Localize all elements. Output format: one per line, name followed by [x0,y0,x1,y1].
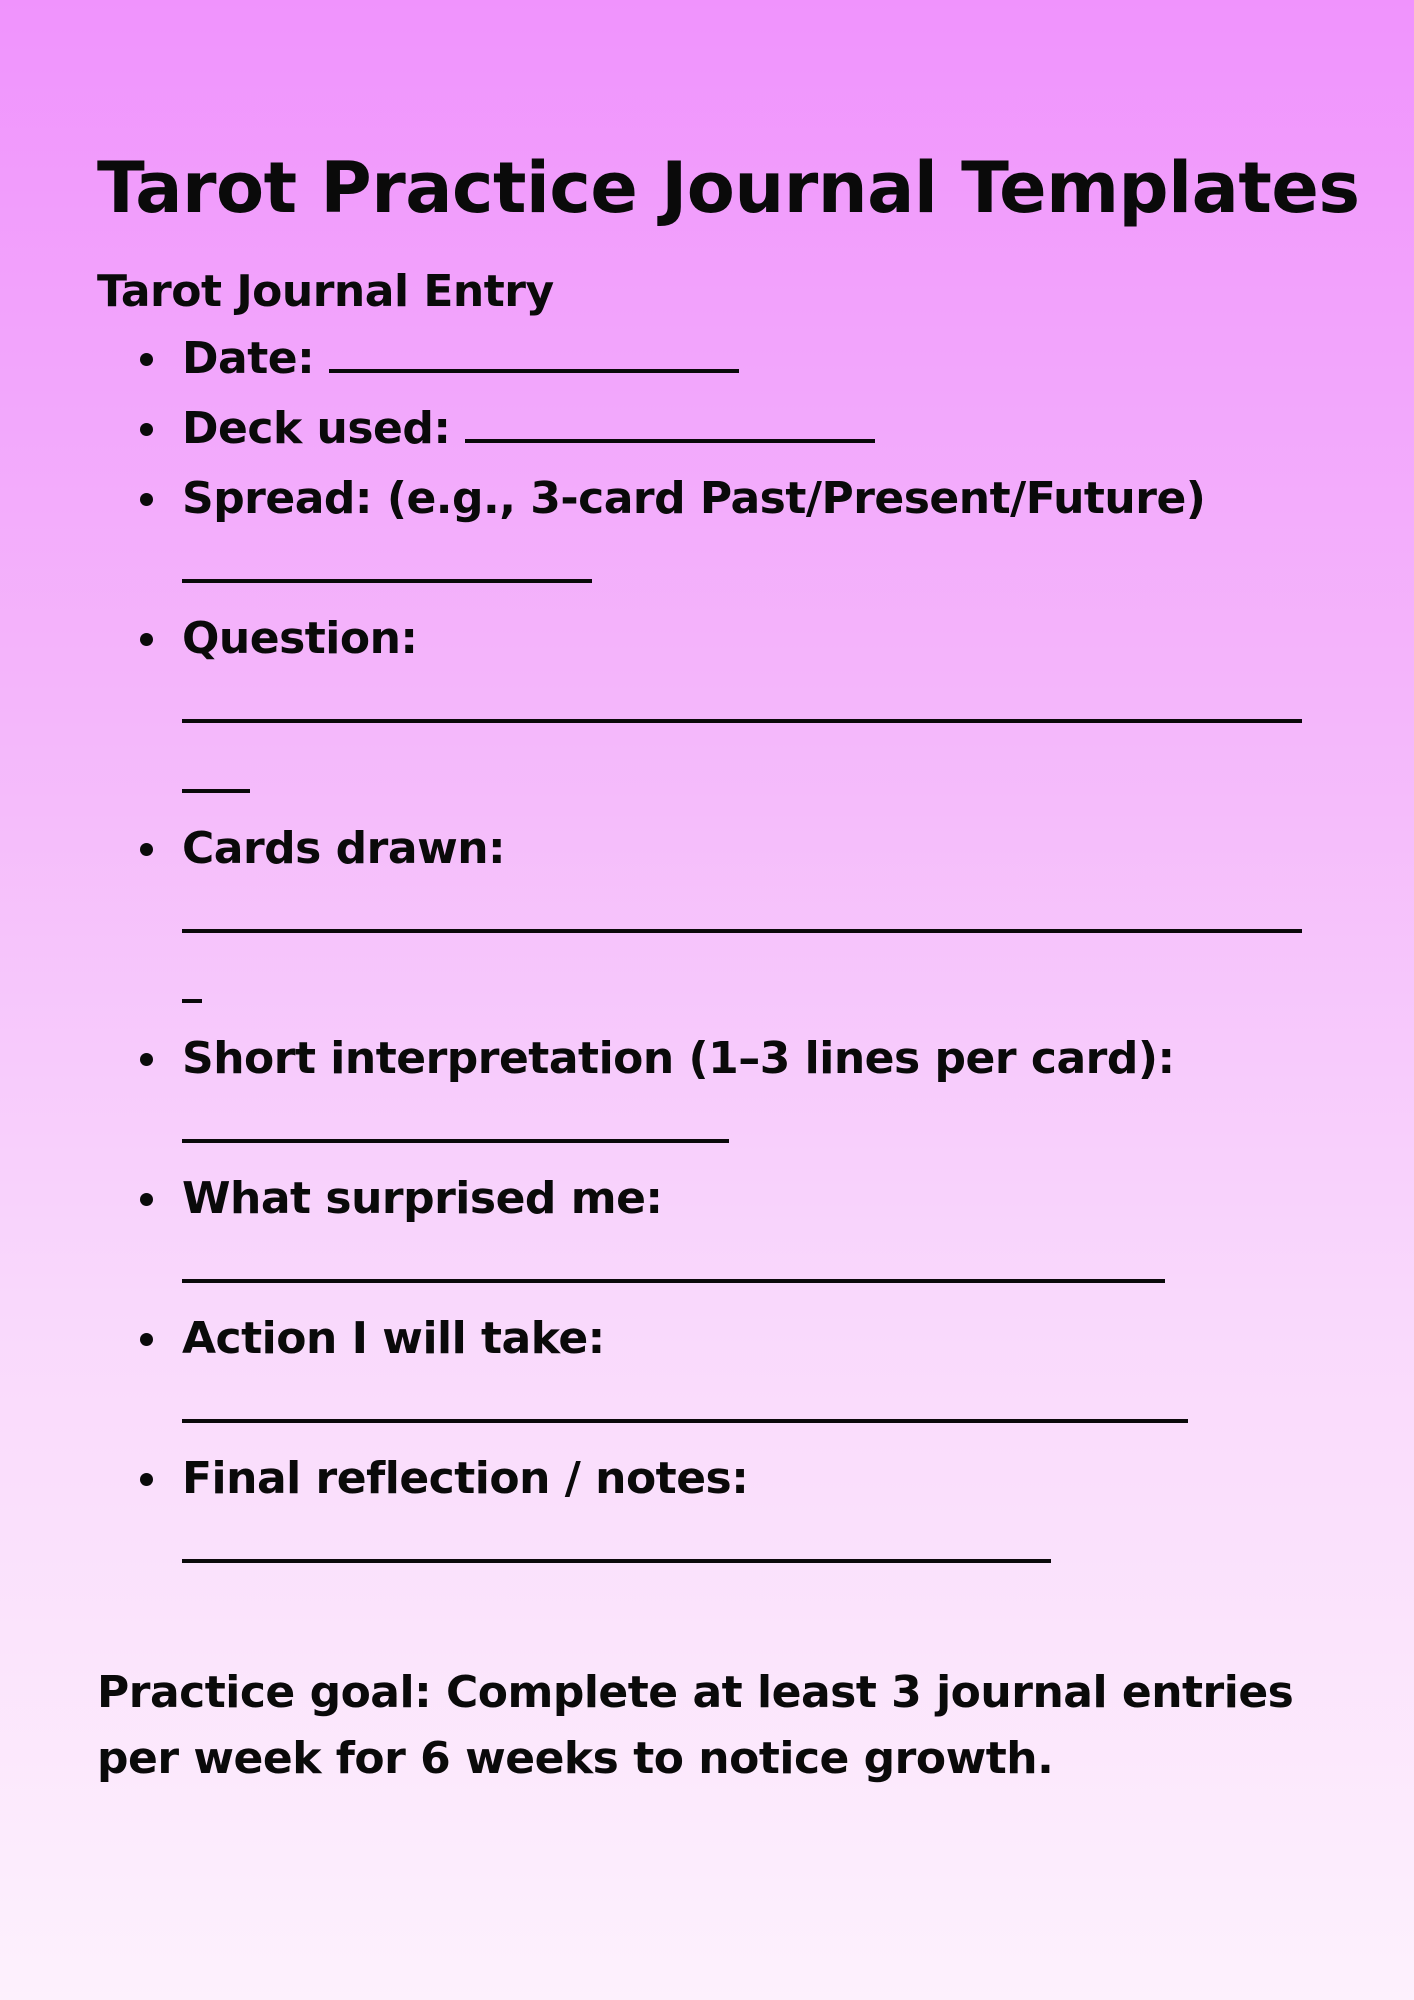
action-blank[interactable] [182,1419,1188,1423]
entry-subtitle: Tarot Journal Entry [97,266,554,317]
field-spread [97,464,1334,604]
spread-blank[interactable] [182,579,592,583]
spread-label: Spread: (e.g., 3-card Past/Present/Future) [182,473,1206,524]
reflection-label: Final reflection / notes: [182,1453,749,1504]
deck-label: Deck used: [182,403,451,454]
question-blank-line-2[interactable] [182,789,250,793]
interpretation-blank[interactable] [182,1139,729,1143]
field-cards-drawn [97,814,1334,1024]
cards-blank-line-2[interactable] [182,999,202,1003]
cards-label: Cards drawn: [182,823,506,874]
surprised-label: What surprised me: [182,1173,663,1224]
field-action [97,1304,1334,1444]
practice-goal [97,1660,1327,1792]
field-interpretation [97,1024,1334,1164]
page-title: Tarot Practice Journal Templates [97,147,1360,229]
question-label: Question: [182,613,418,664]
field-date [97,324,1334,394]
interpretation-label: Short interpretation (1–3 lines per card): [182,1033,1175,1084]
cards-blank-line-1[interactable] [182,929,1302,933]
question-blank-line-1[interactable] [182,719,1302,723]
practice-goal-line-1: Practice goal: Complete at least 3 journal entries [97,1667,1294,1718]
field-reflection [97,1444,1334,1584]
field-deck [97,394,1334,464]
surprised-blank[interactable] [182,1279,1165,1283]
journal-field-list [97,324,1334,1584]
deck-blank[interactable] [465,439,875,443]
field-surprised [97,1164,1334,1304]
practice-goal-line-2: per week for 6 weeks to notice growth. [97,1733,1054,1784]
action-label: Action I will take: [182,1313,605,1364]
field-question [97,604,1334,814]
reflection-blank[interactable] [182,1559,1051,1563]
date-label: Date: [182,333,315,384]
date-blank[interactable] [329,369,739,373]
